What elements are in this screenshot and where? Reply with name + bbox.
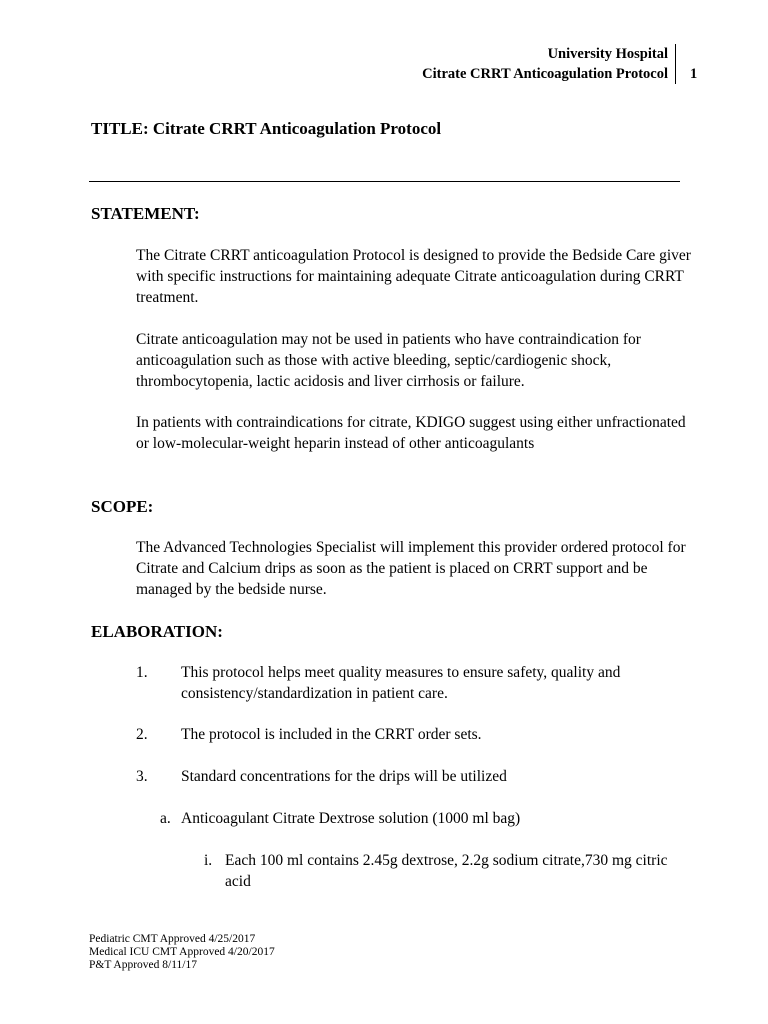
list-item-text: This protocol helps meet quality measures to ensure safety, quality and consistency/standardization in patient care.	[181, 664, 621, 702]
page-number: 1	[690, 66, 698, 82]
sub-item-text: Anticoagulant Citrate Dextrose solution (1000 ml bag)	[181, 810, 521, 827]
list-item-text: Standard concentrations for the drips will be utilized	[181, 768, 507, 785]
sub-sub-item-number: i.	[204, 852, 213, 869]
statement-paragraph-2: Citrate anticoagulation may not be used in patients who have contraindication for anticoagulation such as those with active bleeding, septic/cardiogenic shock, thrombocytopenia, lactic acidosis and liver cirrhosis or failure.	[136, 331, 641, 390]
footer-line: P&T Approved 8/11/17	[89, 959, 197, 971]
statement-heading: STATEMENT:	[91, 204, 200, 223]
statement-paragraph-1: The Citrate CRRT anticoagulation Protocol is designed to provide the Bedside Care giver with specific instructions for maintaining adequate Citrate anticoagulation during CRRT treatment.	[136, 247, 691, 306]
sub-sub-item-text: Each 100 ml contains 2.45g dextrose, 2.2g sodium citrate,730 mg citric acid	[225, 852, 668, 890]
document-title: TITLE: Citrate CRRT Anticoagulation Protocol	[91, 119, 442, 138]
statement-paragraph-3: In patients with contraindications for citrate, KDIGO suggest using either unfractionated or low-molecular-weight heparin instead of other anticoagulants	[136, 414, 686, 452]
sub-item-letter: a.	[160, 810, 171, 827]
title-divider	[89, 181, 680, 182]
list-item-number: 1.	[136, 664, 148, 681]
running-header	[422, 44, 676, 84]
scope-paragraph: The Advanced Technologies Specialist will implement this provider ordered protocol for Citrate and Calcium drips as soon as the patient is placed on CRRT support and be managed by the bedside nurse.	[136, 539, 686, 598]
list-item-text: The protocol is included in the CRRT order sets.	[181, 726, 482, 743]
scope-heading: SCOPE:	[91, 497, 154, 516]
approval-footer	[89, 933, 275, 972]
list-item-number: 2.	[136, 726, 148, 743]
header-doc-title: Citrate CRRT Anticoagulation Protocol	[422, 66, 668, 82]
footer-line: Pediatric CMT Approved 4/25/2017	[89, 933, 256, 945]
header-org: University Hospital	[547, 46, 668, 62]
list-item-number: 3.	[136, 768, 148, 785]
footer-line: Medical ICU CMT Approved 4/20/2017	[89, 946, 275, 958]
elaboration-heading: ELABORATION:	[91, 622, 223, 641]
